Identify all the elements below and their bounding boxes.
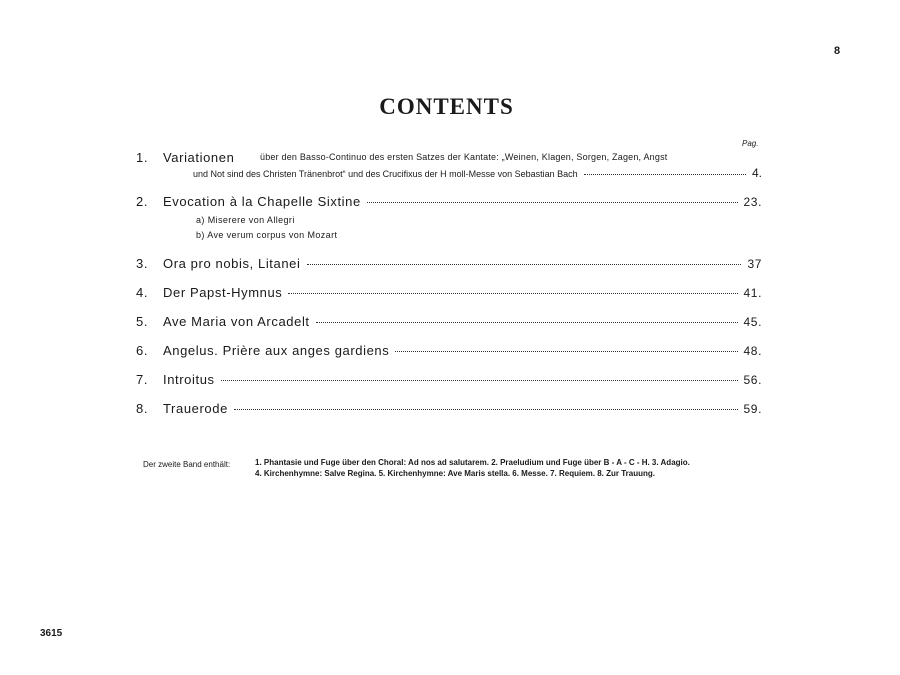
dot-leader [307,253,742,265]
entry-page: 41. [743,286,762,300]
second-volume-label: Der zweite Band enthält: [143,460,231,469]
dot-leader [288,282,737,294]
toc-entry-7 [136,372,762,392]
plate-number: 3615 [40,628,63,639]
toc-entry-8 [136,401,762,421]
toc-entry-3 [136,256,762,276]
entry-title: Ora pro nobis, Litanei [163,256,301,271]
sub-entry-a: a) Miserere von Allegri [196,215,295,225]
entry-number: 2. [136,194,149,209]
pag-column-label: Pag. [742,139,759,148]
entry-page: 4. [751,166,762,180]
second-volume-line-2: 4. Kirchenhymne: Salve Regina. 5. Kirchenhymne: Ave Maris stella. 6. Messe. 7. Requiem. 8. Zur Trauung. [255,469,655,478]
entry-number: 1. [136,150,149,165]
dot-leader [367,191,738,203]
dot-leader [584,167,746,175]
entry-description: über den Basso-Continuo des ersten Satzes der Kantate: „Weinen, Klagen, Sorgen, Zagen, Angst [260,152,668,162]
page-number: 8 [834,45,841,57]
toc-entry-5 [136,314,762,334]
toc-entry-1-continuation [193,166,762,180]
entry-title: Angelus. Prière aux anges gardiens [163,343,390,358]
entry-title: Evocation à la Chapelle Sixtine [163,194,361,209]
dot-leader [221,369,738,381]
entry-number: 4. [136,285,149,300]
entry-number: 7. [136,372,149,387]
dot-leader [316,311,738,323]
entry-title: Introitus [163,372,215,387]
toc-entry-6 [136,343,762,363]
page-title: CONTENTS [379,94,514,119]
dot-leader [395,340,737,352]
entry-number: 3. [136,256,149,271]
entry-page: 45. [743,315,762,329]
entry-title: Ave Maria von Arcadelt [163,314,310,329]
toc-entry-2 [136,194,762,214]
entry-number: 5. [136,314,149,329]
second-volume-line-1: 1. Phantasie und Fuge über den Choral: Ad nos ad salutarem. 2. Praeludium und Fuge über B - A - C - H. 3. Adagio. [255,458,690,467]
dot-leader [234,398,738,410]
entry-number: 6. [136,343,149,358]
sub-entry-b: b) Ave verum corpus von Mozart [196,230,338,240]
toc-entry-4 [136,285,762,305]
entry-page: 23. [743,195,762,209]
entry-page: 37 [747,257,762,271]
entry-title: Variationen [163,150,235,165]
entry-page: 56. [743,373,762,387]
entry-number: 8. [136,401,149,416]
entry-title: Trauerode [163,401,228,416]
entry-page: 48. [743,344,762,358]
entry-page: 59. [743,402,762,416]
entry-description-continued: und Not sind des Christen Tränenbrot“ und des Crucifixus der H moll-Messe von Sebastian Bach [193,169,578,179]
entry-title: Der Papst-Hymnus [163,285,283,300]
